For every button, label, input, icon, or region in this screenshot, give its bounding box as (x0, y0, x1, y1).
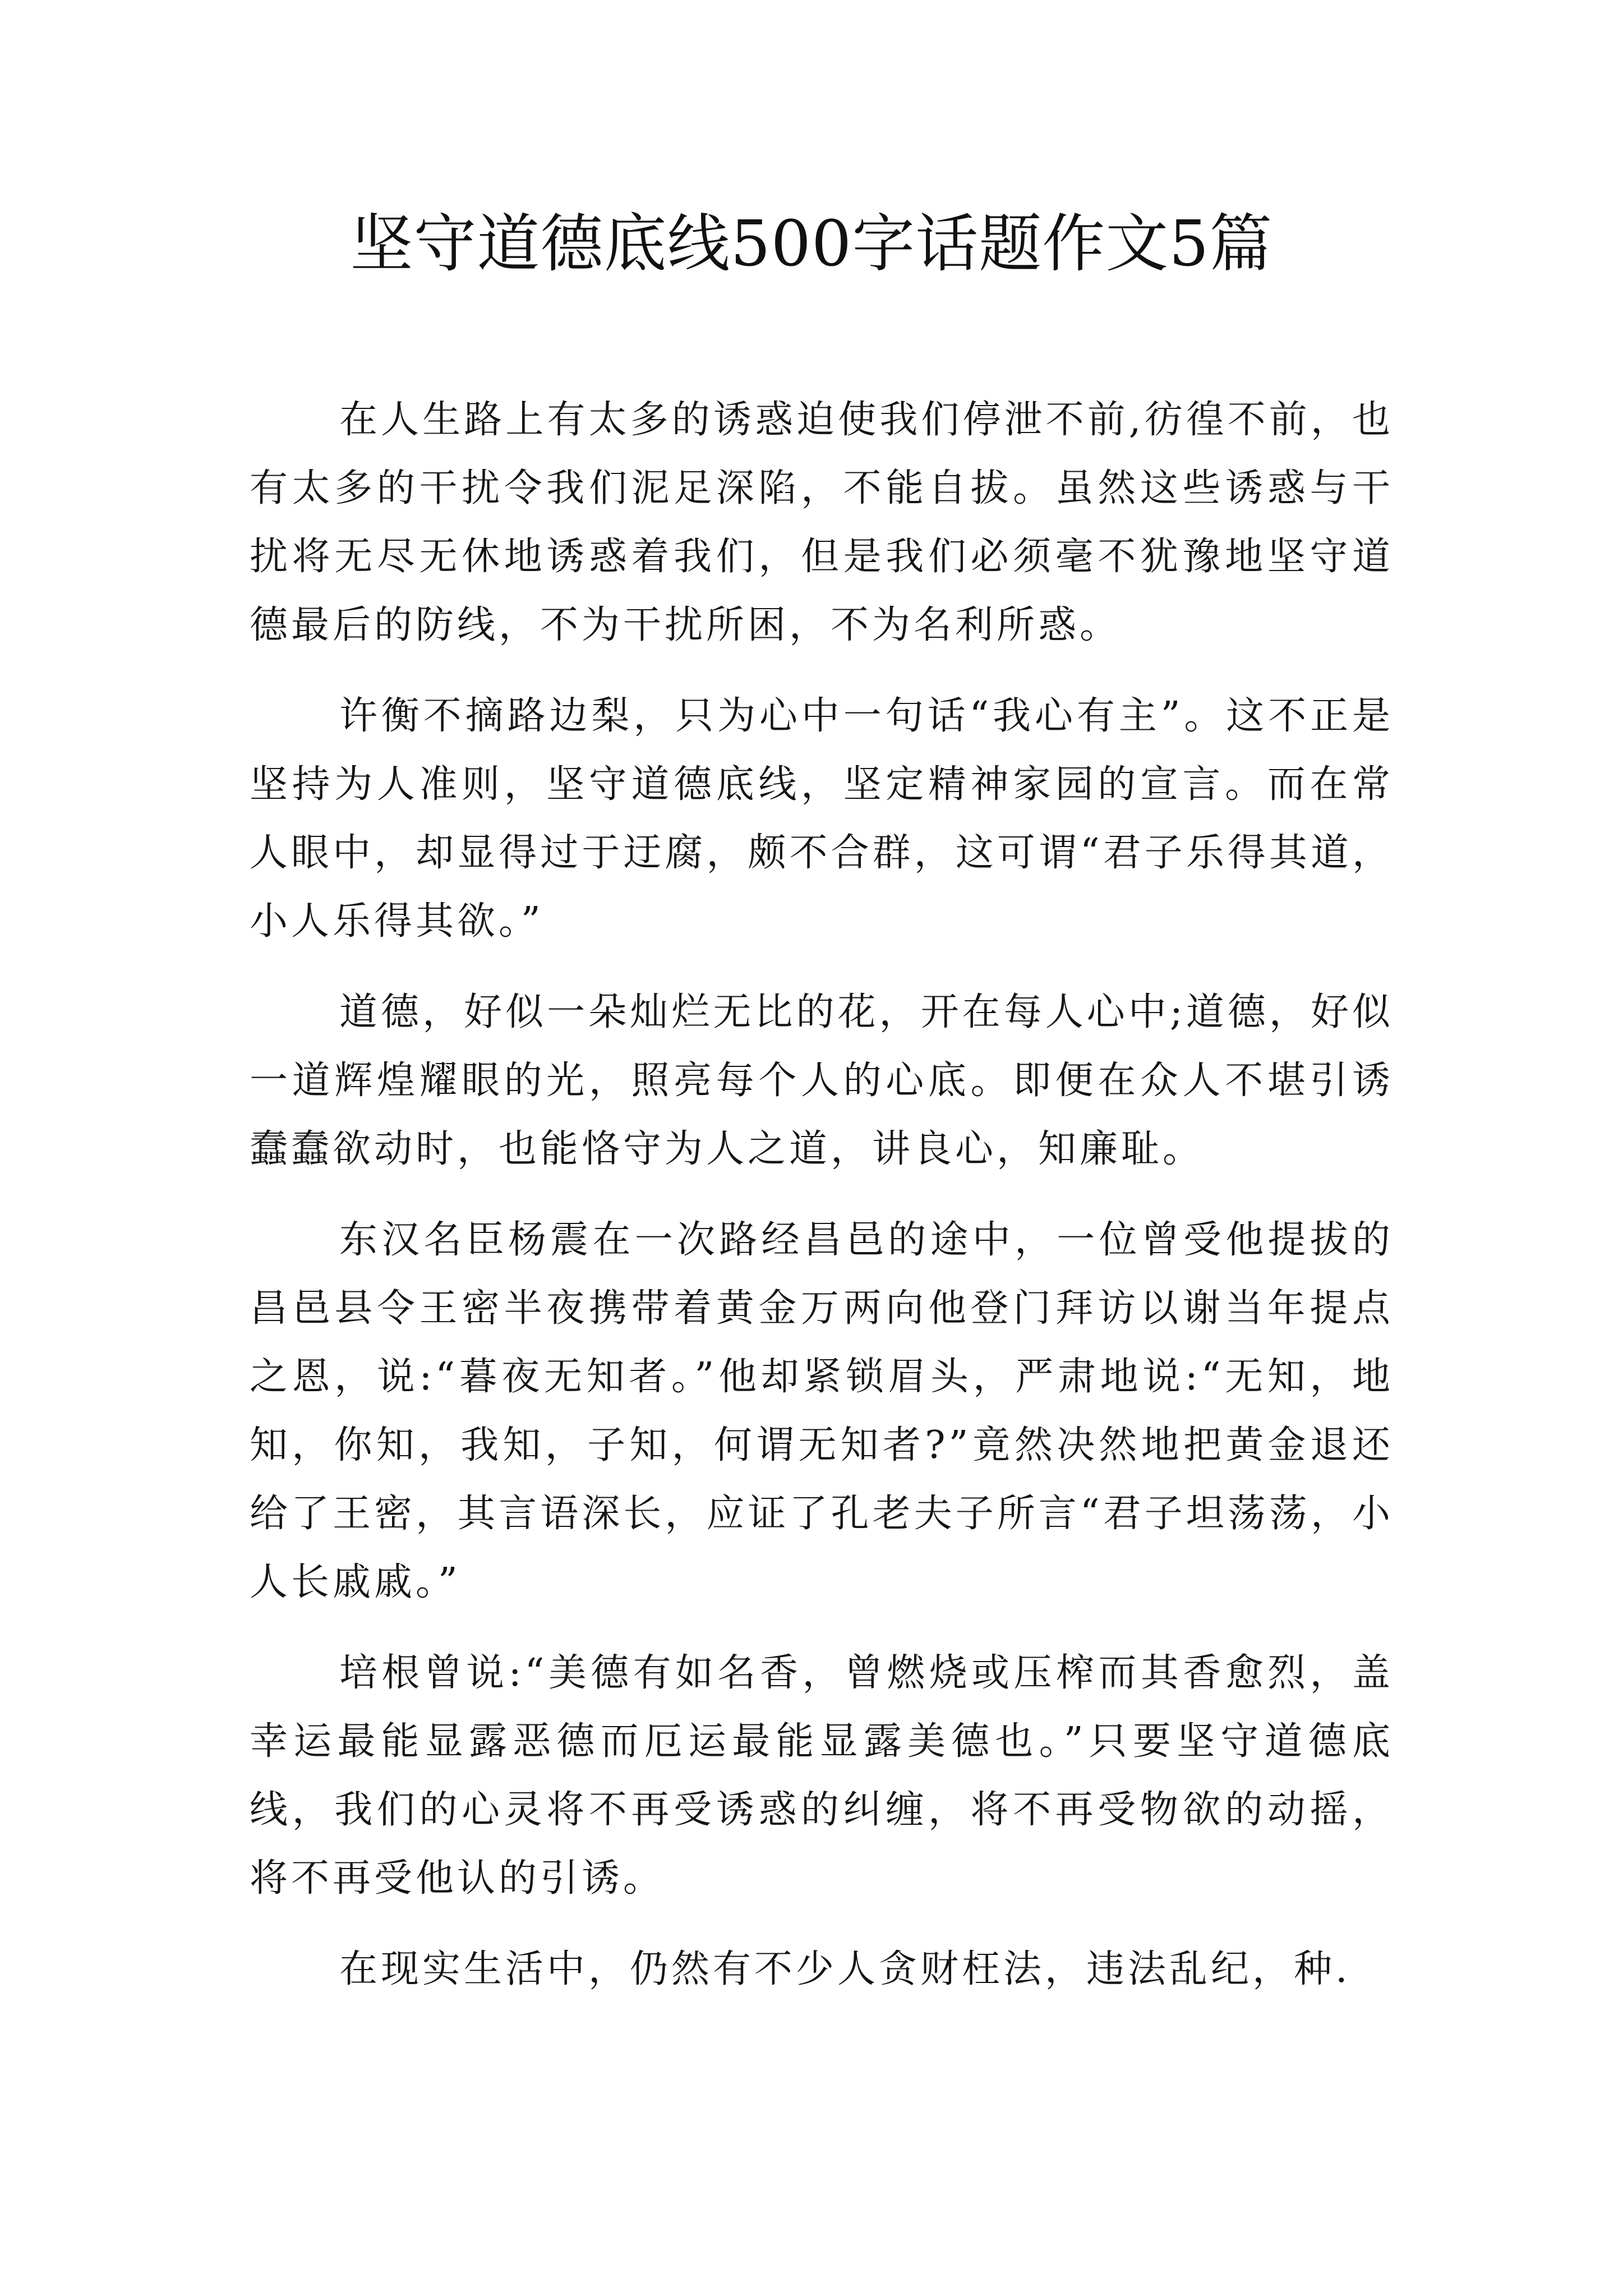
document-body (250, 386, 1394, 2004)
paragraph: 东汉名臣杨震在一次路经昌邑的途中，一位曾受他提拔的昌邑县令王密半夜携带着黄金万两向他登门拜访以谢当年提点之恩，说:“暮夜无知者。”他却紧锁眉头，严肃地说:“无知，地知，你知，我知，子知，何谓无知者?”竟然决然地把黄金退还给了王密，其言语深长，应证了孔老夫子所言“君子坦荡荡，小人长戚戚。” (250, 1218, 1394, 1604)
paragraph: 道德，好似一朵灿烂无比的花，开在每人心中;道德，好似一道辉煌耀眼的光，照亮每个人的心底。即便在众人不堪引诱蠢蠢欲动时，也能恪守为人之道，讲良心，知廉耻。 (250, 990, 1394, 1171)
paragraph: 在现实生活中，仍然有不少人贪财枉法，违法乱纪，种. (339, 1947, 1351, 1991)
paragraph: 在人生路上有太多的诱惑迫使我们停泄不前,彷徨不前，也有太多的干扰令我们泥足深陷，不能自拔。虽然这些诱惑与干扰将无尽无休地诱惑着我们，但是我们必须毫不犹豫地坚守道德最后的防线，不为干扰所困，不为名利所惑。 (250, 398, 1394, 647)
document-title: 坚守道德底线500字话题作文5篇 (350, 208, 1273, 280)
paragraph: 培根曾说:“美德有如名香，曾燃烧或压榨而其香愈烈，盖幸运最能显露恶德而厄运最能显露美德也。”只要坚守道德底线，我们的心灵将不再受诱惑的纠缠，将不再受物欲的动摇，将不再受他认的引诱。 (250, 1651, 1394, 1901)
paragraph: 许衡不摘路边梨，只为心中一句话“我心有主”。这不正是坚持为人准则，坚守道德底线，坚定精神家园的宣言。而在常人眼中，却显得过于迂腐，颇不合群，这可谓“君子乐得其道，小人乐得其欲。” (250, 694, 1394, 944)
